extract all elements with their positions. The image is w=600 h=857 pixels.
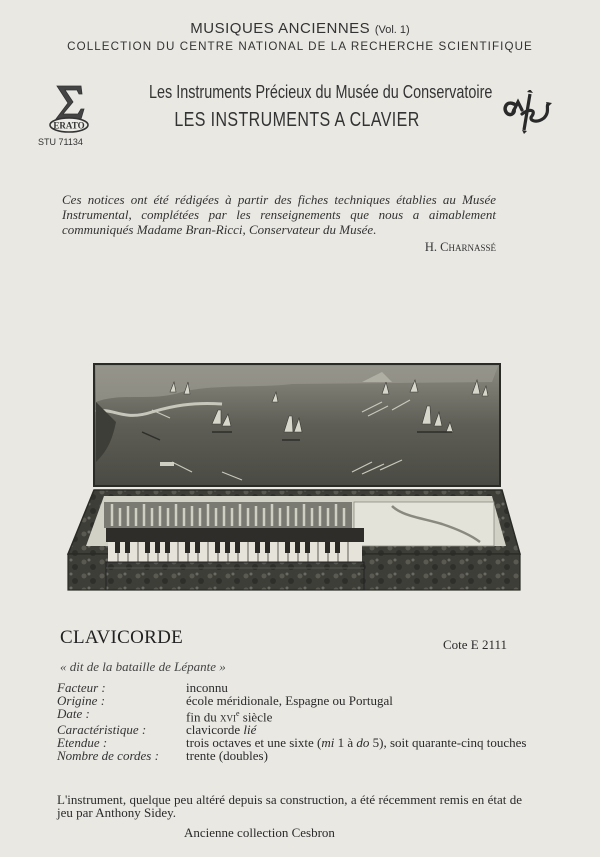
range-part: trois octaves et une sixte ( <box>186 735 322 751</box>
cnrs-logo <box>500 90 552 134</box>
painted-lid <box>94 364 500 486</box>
spec-label: Facteur : <box>57 680 106 695</box>
spec-row-origine <box>57 694 527 707</box>
clavichord-case <box>68 490 520 590</box>
specs-list <box>57 681 527 762</box>
char-prefix: clavicorde <box>186 722 244 738</box>
spec-label: Nombre de cordes : <box>57 748 159 764</box>
char-emphasis: lié <box>243 722 257 738</box>
instrument-name: CLAVICORDE <box>60 627 183 648</box>
catalog-cote: Cote E 2111 <box>443 637 508 652</box>
catalog-number: STU 71134 <box>38 137 83 147</box>
range-note-mi: mi <box>321 735 335 751</box>
spec-label: Date : <box>57 706 90 721</box>
range-part: 5), soit quarante-cinq touches <box>369 735 527 751</box>
spec-label: Origine : <box>57 693 106 708</box>
collection-line: COLLECTION DU CENTRE NATIONAL DE LA RECHERCHE SCIENTIFIQUE <box>67 40 533 53</box>
date-suffix: siècle <box>239 709 273 725</box>
spec-value: trente (doubles) <box>186 748 268 764</box>
signature-name: Charnassé <box>440 240 496 254</box>
restoration-note: L'instrument, quelque peu altéré depuis sa construction, a été récemment remis en état de jeu par Anthony Sidey. <box>57 792 522 820</box>
erato-logo <box>48 83 90 133</box>
provenance: Ancienne collection Cesbron <box>184 825 335 840</box>
spec-value: école méridionale, Espagne ou Portugal <box>186 693 393 708</box>
spec-row-date <box>57 707 527 723</box>
subtitle: Les Instruments Précieux du Musée du Conservatoire <box>149 82 493 102</box>
intro-paragraph: Ces notices ont été rédigées à partir des fiches techniques établies au Musée Instrumental, complétées par les renseignements que nous a aimablement communiqués Madame Bran-Ricci, Conservateur du Musée. <box>62 192 496 237</box>
signature-initial: H. <box>424 240 441 254</box>
range-note-do: do <box>356 735 370 751</box>
instrument-nickname: « dit de la bataille de Lépante » <box>60 659 226 674</box>
series-title-text: MUSIQUES ANCIENNES <box>190 20 371 37</box>
signature <box>370 240 496 255</box>
main-title: LES INSTRUMENTS A CLAVIER <box>174 109 420 131</box>
spec-value <box>186 707 527 723</box>
black-keys <box>115 542 340 553</box>
volume-label: (Vol. 1) <box>374 24 410 36</box>
instrument-photo <box>62 362 540 594</box>
spec-row-cordes <box>57 749 527 762</box>
spec-label: Etendue : <box>57 735 108 751</box>
century-sup: e <box>235 709 240 718</box>
century-roman: xvi <box>219 709 236 725</box>
erato-logo-text: ERATO <box>53 120 85 131</box>
range-part: 1 à <box>334 735 357 751</box>
spec-value: inconnu <box>186 680 228 695</box>
date-prefix: fin du <box>186 709 220 725</box>
series-title <box>0 20 600 37</box>
spec-label: Caractéristique : <box>57 722 147 738</box>
